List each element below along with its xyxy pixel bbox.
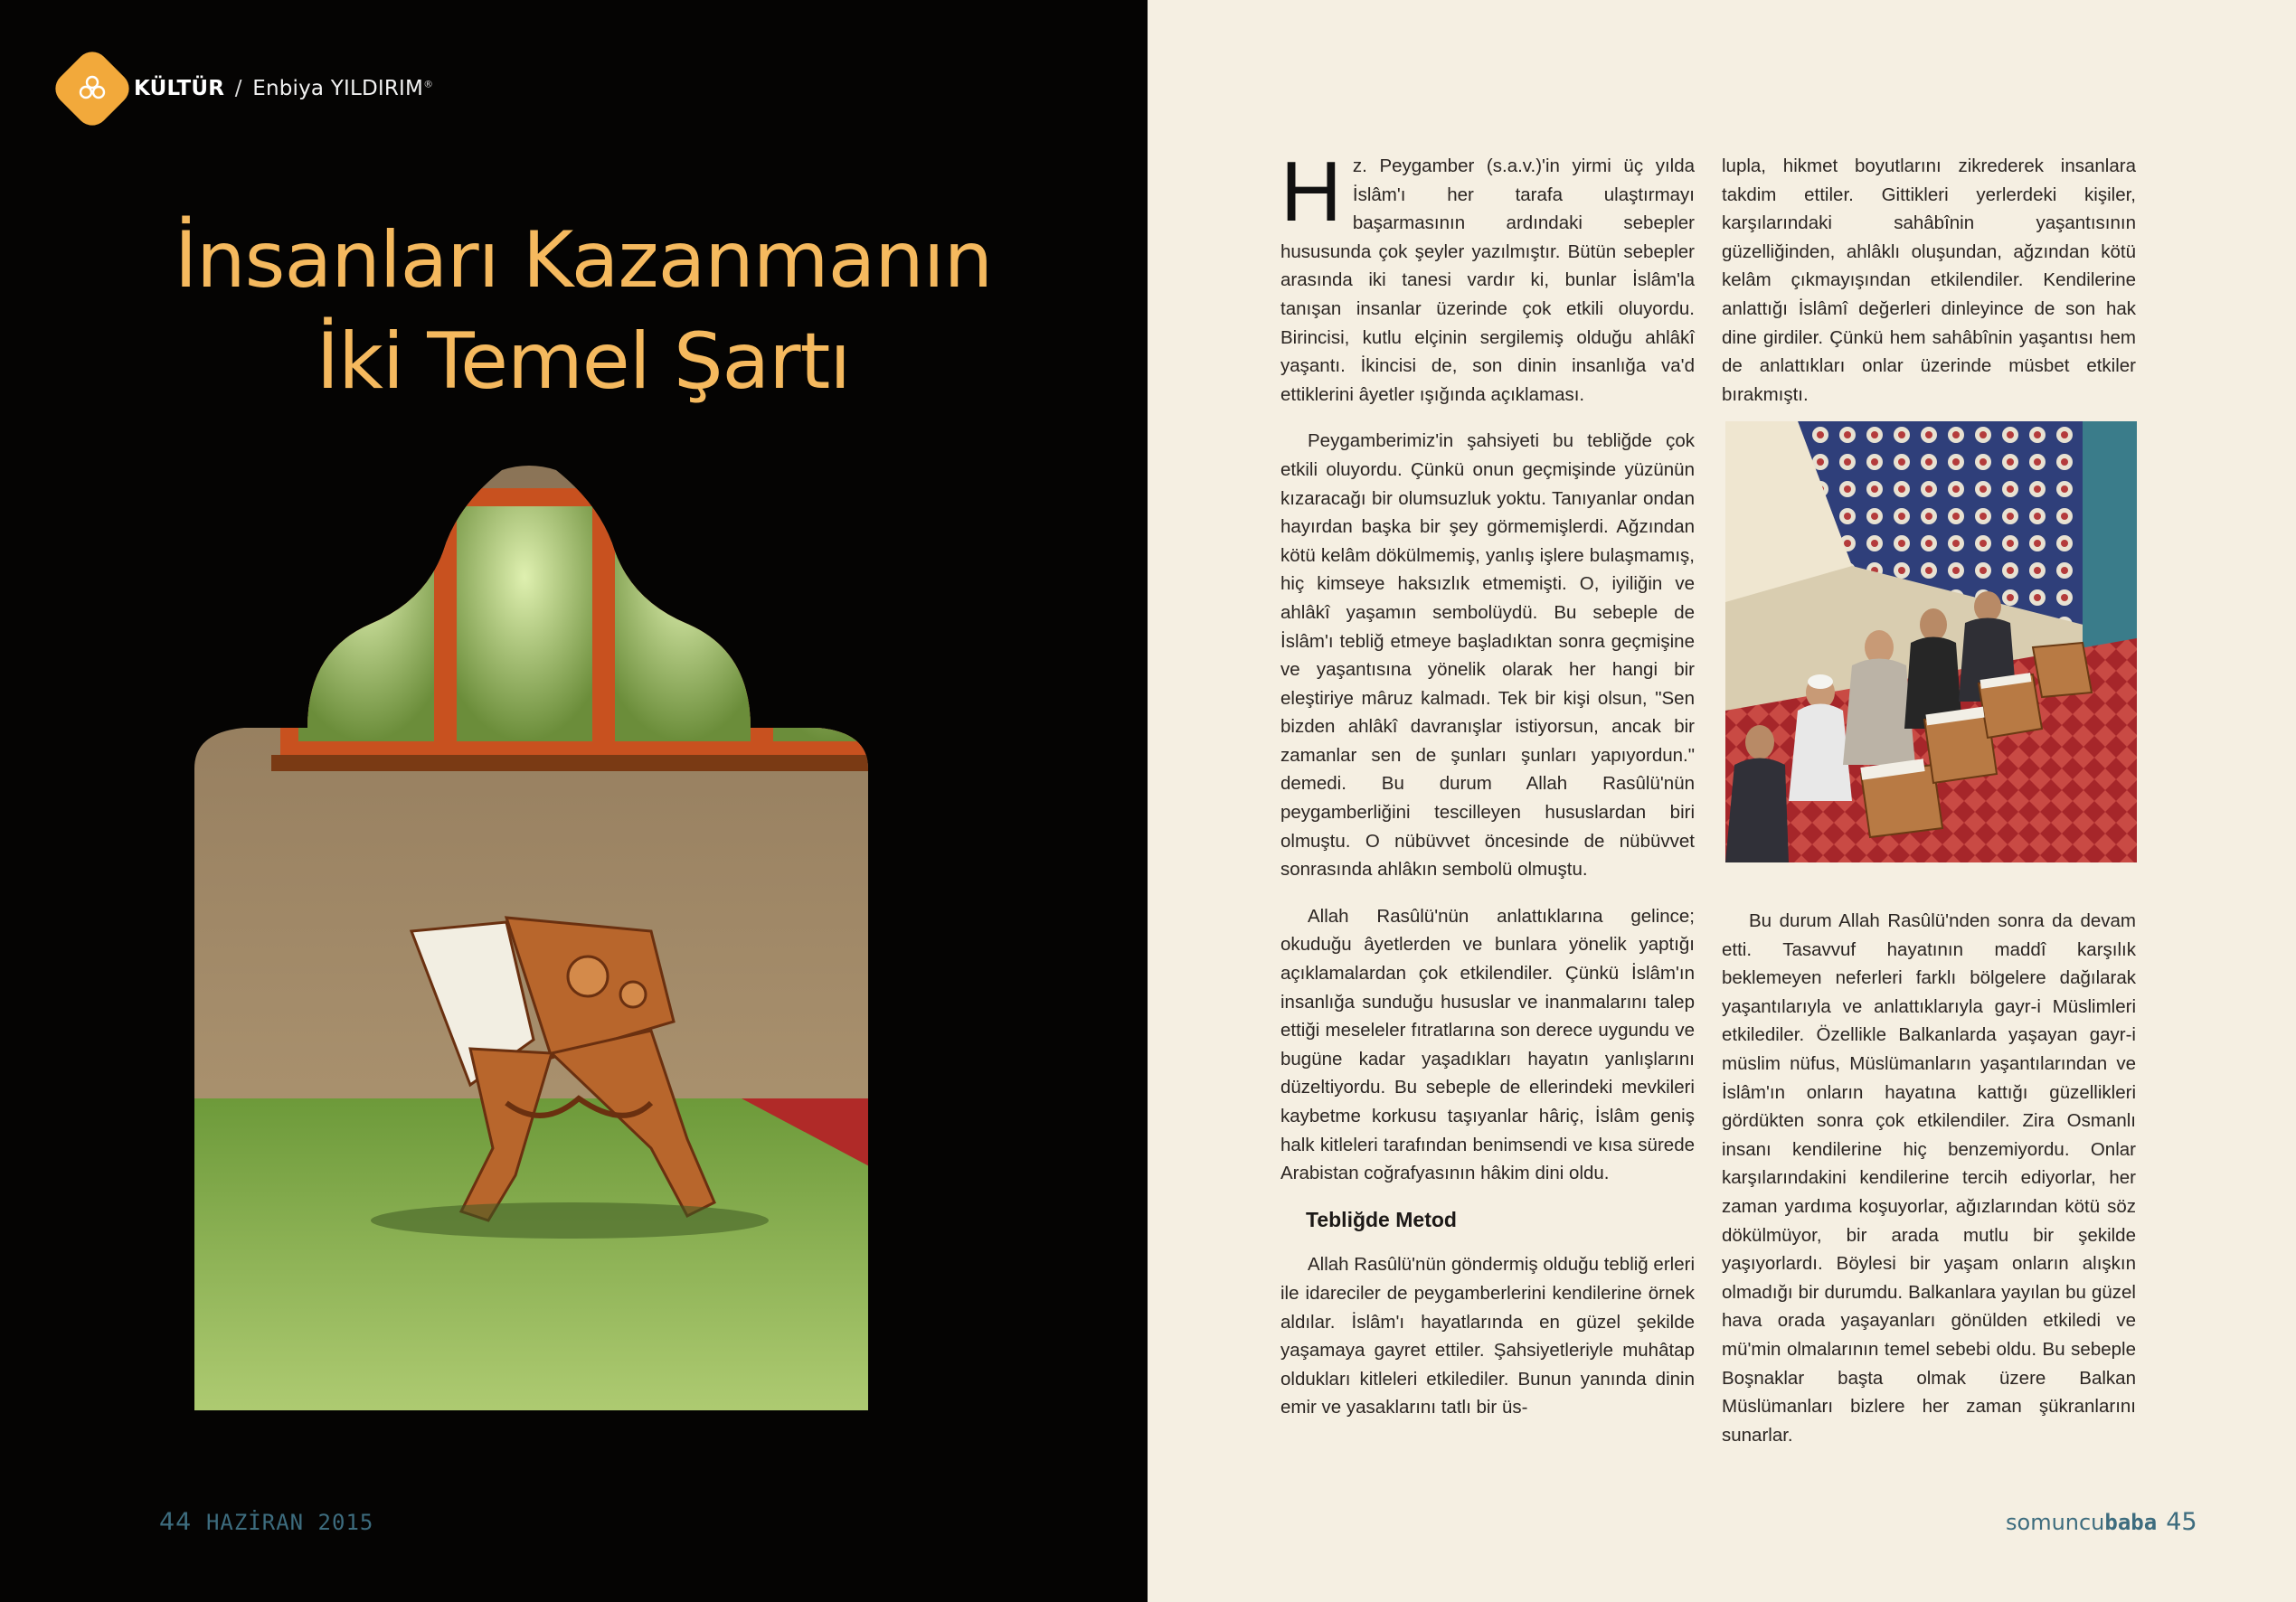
paragraph-5: lupla, hikmet boyutlarını zikrederek insanlara takdim ettiler. Gittikleri yerlerdeki kişiler, karşılarındaki sahâbînin yaşantısının güzelliğinden, ahlâklı oluşundan, ağzından kötü kelâm çıkmayışından etkilendiler. Kendilerine anlattığı İslâmî değerleri dinleyince de son hak dine girdiler. Çünkü hem sahâbînin yaşantısı hem de anlattıkları onlar üzerinde müsbet etkiler bırakmıştı. bbox=[1722, 155, 2136, 405]
paragraph-4: Allah Rasûlü'nün göndermiş olduğu tebliğ erleri ile idareciler de peygamberlerini kendilerine örnek aldılar. İslâm'ı hayatlarında en güzel şekilde yaşamaya gayret ettiler. Şahsiyetleriyle muhâtap oldukları kitleleri etkilediler. Bunun yanında dinin emir ve yasaklarını tatlı bir üs- bbox=[1280, 1254, 1695, 1418]
section-name: KÜLTÜR bbox=[134, 77, 225, 100]
column-left bbox=[1280, 144, 1695, 1440]
column-right-top bbox=[1722, 152, 2136, 427]
left-page-num: 44 bbox=[159, 1508, 193, 1536]
author-name: Enbiya YILDIRIM bbox=[252, 77, 424, 100]
right-page bbox=[1148, 0, 2296, 1602]
paragraph-1 bbox=[1280, 144, 1695, 409]
paragraph-6: Bu durum Allah Rasûlü'nden sonra da devam etti. Tasavvuf hayatının maddî karşılık beklemeyen neferleri farklı bölgelere dağılarak yaşantılarıyla ve anlattıklarıyla gayr-i Müslimleri etkilediler. Özellikle Balkanlarda yaşayan gayr-i müslim nüfus, Müslümanların yaşantılarından ve İslâm'ın onların hayatına kattığı güzellikleri gördükten sonra çok etkilendiler. Zira Osmanlı insanı kendilerine hiç benzemiyordu. Onlar karşılarındakini kendilerine tercih ediyorlar, her zaman yardıma koşuyorlar, ağızlarından kötü söz dökülmüyor, bir arada mutlu bir şekilde yaşıyorlardı. Böylesi bir yaşam onların alışkın olmadığı bir durumdu. Balkanlara yayılan bu güzel hava orada yaşayanları gönülden etkiledi ve mü'min olmalarının temel sebebi oldu. Bu sebeple Boşnaklar başta olmak üzere Balkan Müslümanları bizlere her zaman şükranlarını sunarlar. bbox=[1722, 910, 2136, 1446]
title-line-2: İki Temel Şartı bbox=[316, 316, 851, 407]
left-page-number bbox=[159, 1508, 373, 1536]
magazine-brand bbox=[2006, 1510, 2157, 1535]
drop-cap: H bbox=[1280, 144, 1342, 239]
section-label bbox=[134, 77, 433, 100]
paragraph-3: Allah Rasûlü'nün anlattıklarına gelince; okuduğu âyetlerden ve bunlara yönelik yaptığı açıklamalardan çok etkilendiler. Çünkü İslâm'ın insanlığa sunduğu hususlar ve inanmalarını talep ettiği meseleler fıtratlarına son derece uygundu ve bugüne kadar yaşadıkları hayatın yanlışlarını düzeltiyordu. Bu sebeple de ellerindeki mevkileri kaybetme korkusu taşıyanlar hâriç, İslâm geniş halk kitleleri tarafından benimsendi ve kısa sürede Arabistan coğrafyasının hâkim dini oldu. bbox=[1280, 905, 1695, 1184]
section-badge-icon bbox=[49, 45, 136, 132]
right-page-number: 45 bbox=[2166, 1508, 2197, 1536]
brand-prefix: somuncu bbox=[2006, 1510, 2105, 1535]
column-right-bottom bbox=[1722, 907, 2136, 1467]
issue-date: HAZİRAN 2015 bbox=[205, 1510, 374, 1535]
section-separator: / bbox=[234, 77, 242, 100]
mosque-reading-photo bbox=[1725, 421, 2137, 862]
paragraph-1-text: z. Peygamber (s.a.v.)'in yirmi üç yılda İslâm'ı her tarafa ulaştırmayı başarmasının ardındaki sebepler hususunda çok şeyler yazılmıştır. Bütün sebepler arasında iki tanesi vardır ki, bunlar İslâm'la tanışan insanlar üzerinde çok etkili oluyordu. Birincisi, kutlu elçinin sergilemiş olduğu ahlâkî yaşantı. İkincisi de, son dinin insanlığa va'd ettiklerini âyetler ışığında açıklaması. bbox=[1280, 155, 1695, 405]
registered-mark: ® bbox=[423, 78, 434, 90]
paragraph-2: Peygamberimiz'in şahsiyeti bu tebliğde çok etkili oluyordu. Çünkü onun geçmişinde yüzünün kızaracağı bir olumsuzluk yoktu. Tanıyanlar ondan hayırdan başka bir şey görmemişlerdi. Ağzından kötü kelâm dökülmemiş, yanlış işlere bulaşmamış, hiç kimseye haksızlık etmemişti. O, iyiliğin ve ahlâkî yaşamın sembolüydü. Bu sebeple de İslâm'ı tebliğ etmeye başladıktan sonra geçmişine ve yaşantısına yönelik olarak her hangi bir eleştiriye mâruz kalmadı. Tek bir kişi olsun, "Sen bizden ahlâkî davranışlar istiyorsun, ancak bir zamanlar sen de şunları şunları yapıyordun." demedi. Bu durum Allah Rasûlü'nün peygamberliğini tescilleyen hususlardan biri olmuştu. O nübüvvet öncesinde de nübüvvet sonrasında ahlâkın sembolü olmuştu. bbox=[1280, 430, 1695, 881]
right-footer bbox=[2006, 1508, 2197, 1536]
section-header bbox=[61, 58, 433, 119]
quran-niche-photo bbox=[0, 452, 1148, 1447]
brand-suffix: baba bbox=[2104, 1510, 2158, 1535]
article-title bbox=[72, 210, 1094, 412]
subheading: Tebliğde Metod bbox=[1306, 1207, 1457, 1231]
title-line-1: İnsanları Kazanmanın bbox=[174, 215, 993, 306]
